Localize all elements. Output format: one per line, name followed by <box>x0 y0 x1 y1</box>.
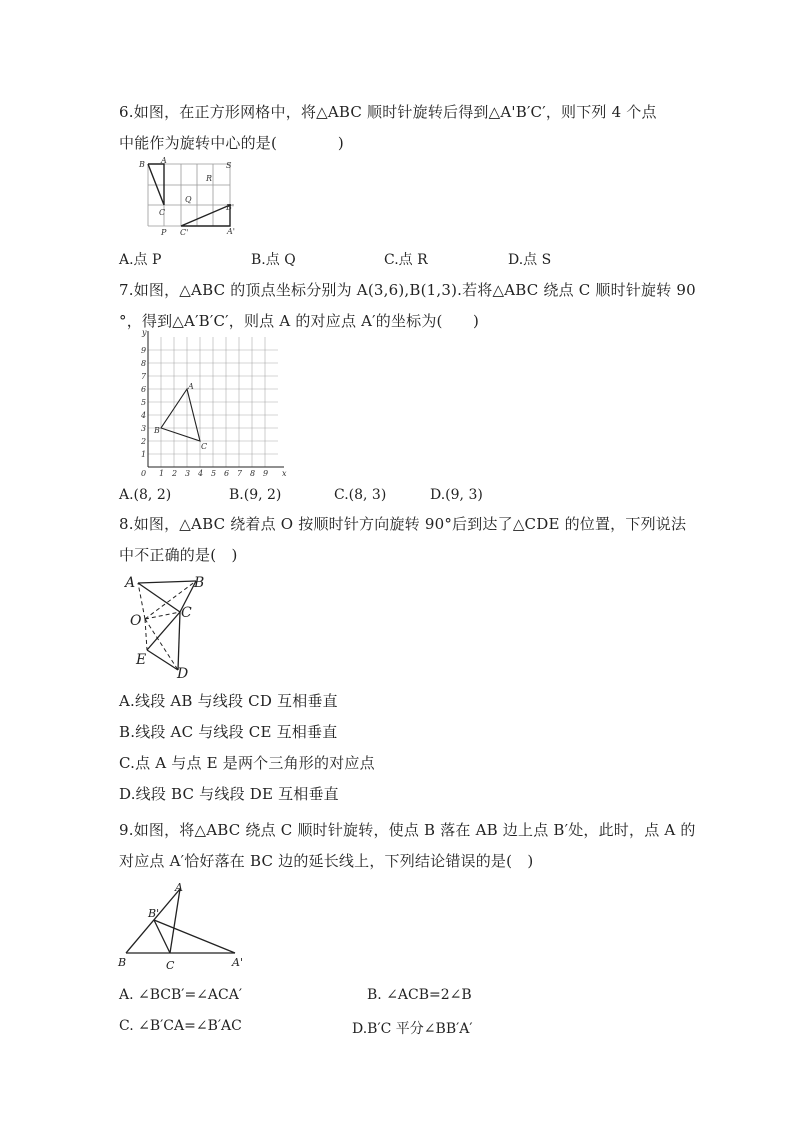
q7-y-tick-label: 4 <box>141 411 147 420</box>
q9-label-Bprime: B' <box>148 907 160 920</box>
q7-option-d: D.(9, 3) <box>430 487 483 503</box>
q9-option-c: C. ∠B′CA=∠B′AC <box>119 1018 242 1034</box>
q7-axis-y-label: y <box>142 328 147 337</box>
q6-label-B: B <box>139 160 145 169</box>
q6-label-S: S <box>226 161 232 170</box>
q6-label-C: C <box>159 208 166 217</box>
q6-label-Bprime: B' <box>226 203 235 212</box>
q7-origin-label: 0 <box>141 469 147 478</box>
q9-label-A: A <box>175 881 183 894</box>
q7-x-tick-label: 5 <box>211 469 217 478</box>
q7-label-A: A <box>188 382 194 391</box>
q8-label-A: A <box>125 575 136 591</box>
q7-y-tick-label: 5 <box>141 398 147 407</box>
q7-x-tick-label: 1 <box>159 469 165 478</box>
q9-text-line1: 9.如图，将△ABC 绕点 C 顺时针旋转，使点 B 落在 AB 边上点 B′处，此时，点 A 的 <box>119 821 696 839</box>
q8-rotation-figure <box>122 572 207 680</box>
q7-x-tick-label: 6 <box>224 469 230 478</box>
q6-option-d: D.点 S <box>508 252 552 268</box>
q7-option-a: A.(8, 2) <box>119 487 172 503</box>
q7-text-line1: 7.如图，△ABC 的顶点坐标分别为 A(3,6),B(1,3).若将△ABC 绕点 C 顺时针旋转 90 <box>119 281 696 299</box>
q9-option-a: A. ∠BCB′=∠ACA′ <box>119 987 243 1003</box>
q7-option-b: B.(9, 2) <box>229 487 282 503</box>
q7-x-tick-label: 3 <box>185 469 191 478</box>
q7-text-line2: °，得到△A′B′C′，则点 A 的对应点 A′的坐标为( ) <box>119 312 480 330</box>
q7-y-tick-label: 1 <box>141 450 147 459</box>
q6-label-A: A <box>161 156 167 165</box>
q9-label-C: C <box>166 959 175 972</box>
q7-x-tick-label: 9 <box>263 469 269 478</box>
q9-text-line2: 对应点 A′恰好落在 BC 边的延长线上，下列结论错误的是( ) <box>119 852 534 870</box>
q6-label-Q: Q <box>185 195 192 204</box>
q8-text-line2: 中不正确的是( ) <box>119 546 238 564</box>
q6-rotation-grid-figure <box>135 158 250 238</box>
q8-label-C: C <box>181 605 192 621</box>
q7-axis-x-label: x <box>282 469 287 478</box>
q6-label-Cprime: C' <box>180 228 189 237</box>
q7-y-tick-label: 8 <box>141 359 147 368</box>
q7-x-tick-label: 8 <box>250 469 256 478</box>
q6-text-line1: 6.如图，在正方形网格中，将△ABC 顺时针旋转后得到△A'B′C′，则下列 4 个点 <box>119 103 657 121</box>
q7-coordinate-grid-figure <box>128 328 287 484</box>
q9-option-b: B. ∠ACB=2∠B <box>367 987 472 1003</box>
q7-x-tick-label: 4 <box>198 469 204 478</box>
q8-label-E: E <box>136 652 147 668</box>
q6-label-P: P <box>161 228 167 237</box>
q7-y-tick-label: 7 <box>141 372 147 381</box>
q9-rotation-figure <box>114 880 252 975</box>
q7-y-tick-label: 6 <box>141 385 147 394</box>
q6-option-c: C.点 R <box>384 252 428 268</box>
q7-y-tick-label: 2 <box>141 437 147 446</box>
q6-option-a: A.点 P <box>119 252 162 268</box>
q6-label-R: R <box>206 174 213 183</box>
q8-text-line1: 8.如图，△ABC 绕着点 O 按顺时针方向旋转 90°后到达了△CDE 的位置，下列说法 <box>119 515 687 533</box>
q8-option-d: D.线段 BC 与线段 DE 互相垂直 <box>119 785 339 803</box>
q7-label-C: C <box>201 442 208 451</box>
q8-label-B: B <box>194 575 205 591</box>
q8-label-O: O <box>130 613 142 629</box>
q9-label-B: B <box>118 956 127 969</box>
q8-label-D: D <box>177 666 189 682</box>
q6-text-line2: 中能作为旋转中心的是( ) <box>119 134 344 152</box>
q7-x-tick-label: 7 <box>237 469 243 478</box>
q7-option-c: C.(8, 3) <box>334 487 387 503</box>
q8-option-a: A.线段 AB 与线段 CD 互相垂直 <box>119 692 338 710</box>
q7-label-B: B <box>154 426 160 435</box>
q6-label-Aprime: A' <box>227 227 235 236</box>
q7-y-tick-label: 9 <box>141 346 147 355</box>
q7-x-tick-label: 2 <box>172 469 178 478</box>
q7-y-tick-label: 3 <box>141 424 147 433</box>
q6-option-b: B.点 Q <box>251 252 296 268</box>
q8-option-c: C.点 A 与点 E 是两个三角形的对应点 <box>119 754 375 772</box>
q9-option-d: D.B′C 平分∠BB′A′ <box>352 1021 473 1037</box>
q9-label-Aprime: A' <box>232 956 243 969</box>
q8-option-b: B.线段 AC 与线段 CE 互相垂直 <box>119 723 338 741</box>
